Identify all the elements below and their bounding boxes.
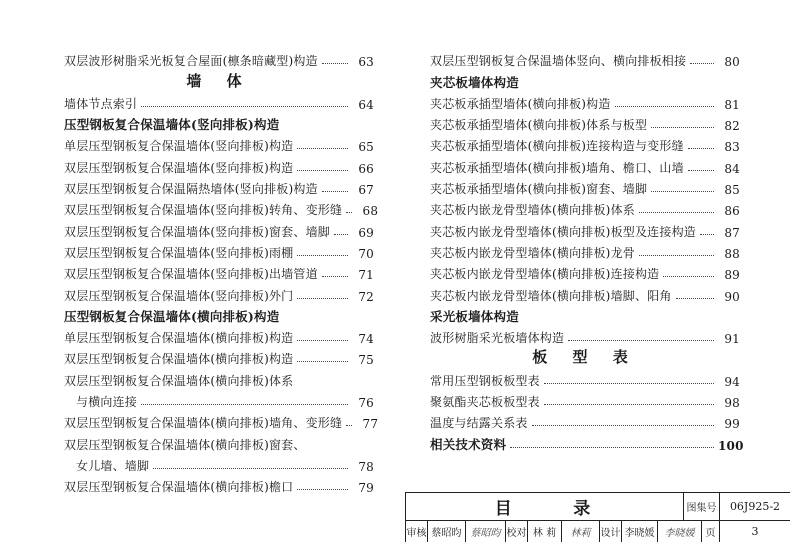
leader-dots [510, 447, 714, 448]
toc-entry-title: 压型钢板复合保温墙体(横向排板)构造 [64, 308, 280, 324]
toc-entry-title: 与横向连接 [76, 395, 138, 410]
toc-entry-title: 聚氨酯夹芯板板型表 [430, 395, 540, 410]
toc-entry-title: 夹芯板承插型墙体(横向排板)体系与板型 [430, 118, 648, 133]
toc-entry [64, 133, 374, 154]
toc-entry-title: 墙体节点索引 [64, 96, 138, 111]
leader-dots [651, 191, 714, 192]
toc-entry [64, 218, 374, 239]
toc-entry [64, 282, 374, 303]
leader-dots [141, 106, 348, 107]
toc-entry [64, 410, 379, 432]
page-number: 3 [751, 525, 759, 538]
toc-entry-title: 温度与结露关系表 [430, 416, 528, 431]
toc-entry [64, 453, 374, 474]
leader-dots [544, 404, 714, 405]
toc-entry-page: 63 [358, 55, 374, 70]
toc-entry [430, 133, 740, 154]
toc-entry-page: 77 [362, 417, 379, 432]
checker-name: 林 莉 [528, 521, 562, 542]
toc-entry-title: 双层压型钢板复合保温墙体(竖向排板)构造 [64, 160, 294, 175]
toc-entry [64, 91, 374, 112]
leader-dots [297, 361, 348, 362]
leader-dots [690, 63, 714, 64]
title-block [405, 492, 790, 542]
toc-entry-title: 单层压型钢板复合保温墙体(竖向排板)构造 [64, 139, 294, 154]
design-label: 设计 [600, 521, 622, 542]
toc-entry [430, 325, 740, 346]
toc-entry [430, 282, 740, 303]
toc-entry-title: 双层压型钢板复合保温墙体(竖向排板)外门 [64, 288, 294, 303]
checker-signature: 林莉 [562, 521, 600, 542]
reviewer-name: 蔡昭昀 [428, 521, 466, 542]
toc-entry-page: 100 [718, 438, 744, 453]
toc-entry [64, 176, 374, 197]
toc-entry [64, 154, 374, 175]
leader-dots [532, 425, 714, 426]
designer-name: 李晓媛 [622, 521, 658, 542]
toc-entry-title: 夹芯板承插型墙体(横向排板)窗套、墙脚 [430, 182, 648, 197]
toc-entry-title: 双层压型钢板复合保温墙体(横向排板)体系 [64, 373, 294, 388]
toc-entry-title: 相关技术资料 [430, 436, 507, 452]
toc-entry-title: 夹芯板内嵌龙骨型墙体(横向排板)体系 [430, 203, 635, 218]
toc-entry [430, 367, 740, 388]
toc-entry-title: 压型钢板复合保温墙体(竖向排板)构造 [64, 117, 280, 133]
toc-entry-page: 87 [724, 225, 740, 240]
toc-entry-page: 79 [358, 481, 374, 496]
toc-entry [64, 431, 374, 452]
toc-entry-page: 65 [358, 140, 374, 155]
toc-entry-title: 采光板墙体构造 [430, 308, 519, 324]
toc-entry-title: 夹芯板内嵌龙骨型墙体(横向排板)连接构造 [430, 267, 660, 282]
leader-dots [346, 425, 352, 426]
leader-dots [688, 148, 714, 149]
toc-entry [64, 48, 374, 69]
toc-entry-page: 70 [358, 246, 374, 261]
designer-signature: 李晓媛 [658, 521, 702, 542]
toc-entry-title: 双层压型钢板复合保温墙体(横向排板)墙角、变形缝 [64, 416, 343, 431]
toc-entry-page: 88 [724, 246, 740, 261]
toc-entry-title: 常用压型钢板板型表 [430, 373, 540, 388]
review-label: 审核 [406, 521, 428, 542]
toc-entry [64, 346, 374, 367]
toc-entry [430, 112, 740, 133]
toc-entry-title: 双层压型钢板复合保温墙体(竖向排板)出墙管道 [64, 267, 318, 282]
toc-entry [64, 240, 374, 261]
reviewer-signature: 蔡昭昀 [466, 521, 506, 542]
toc-entry-page: 83 [724, 140, 740, 155]
toc-entry [430, 410, 740, 431]
leader-dots [141, 404, 348, 405]
atlas-number: 06J925-2 [720, 493, 790, 521]
toc-entry-title: 双层压型钢板复合保温墙体(横向排板)构造 [64, 352, 294, 367]
leader-dots [297, 255, 348, 256]
toc-entry [430, 48, 740, 69]
section-heading [64, 69, 374, 90]
leader-dots [297, 489, 348, 490]
toc-entry-page: 64 [358, 97, 374, 112]
toc-entry [64, 197, 379, 219]
toc-entry [430, 91, 740, 112]
leader-dots [297, 148, 348, 149]
toc-entry-page: 80 [724, 55, 740, 70]
leader-dots [297, 298, 348, 299]
toc-entry [64, 261, 374, 282]
section-heading [430, 346, 740, 367]
leader-dots [639, 255, 714, 256]
toc-entry-title: 单层压型钢板复合保温墙体(横向排板)构造 [64, 331, 294, 346]
leader-dots [615, 106, 714, 107]
toc-entry-title: 双层压型钢板复合保温墙体(竖向排板)雨棚 [64, 245, 294, 260]
toc-entry-page: 94 [724, 374, 740, 389]
toc-entry-page: 82 [724, 119, 740, 134]
check-label: 校对 [506, 521, 528, 542]
toc-entry [430, 197, 740, 218]
toc-entry-title: 夹芯板内嵌龙骨型墙体(横向排板)龙骨 [430, 245, 635, 260]
leader-dots [700, 234, 714, 235]
toc-entry-page: 71 [358, 268, 374, 283]
leader-dots [322, 191, 348, 192]
title-char-1: 目 [494, 499, 516, 519]
leader-dots [346, 212, 352, 213]
toc-entry [64, 474, 374, 495]
subsection-heading [64, 112, 374, 133]
leader-dots [639, 212, 714, 213]
toc-entry-title: 波形树脂采光板墙体构造 [430, 331, 565, 346]
toc-entry-title: 双层压型钢板复合保温墙体(横向排板)窗套、 [64, 437, 306, 452]
toc-entry [430, 261, 740, 282]
toc-entry-title: 双层压型钢板复合保温隔热墙体(竖向排板)构造 [64, 182, 318, 197]
toc-entry-page: 68 [362, 204, 379, 219]
atlas-label: 图集号 [684, 493, 720, 521]
toc-entry [430, 176, 740, 197]
toc-entry-page: 72 [358, 289, 374, 304]
toc-entry-title: 夹芯板承插型墙体(横向排板)连接构造与变形缝 [430, 139, 684, 154]
toc-entry-page: 75 [358, 353, 374, 368]
subsection-heading [430, 69, 740, 90]
leader-dots [297, 170, 348, 171]
leader-dots [297, 340, 348, 341]
leader-dots [688, 170, 714, 171]
toc-entry-title: 双层压型钢板复合保温墙体竖向、横向排板相接 [430, 54, 687, 69]
leader-dots [334, 234, 348, 235]
toc-entry [64, 389, 374, 410]
toc-entry-page: 85 [724, 183, 740, 198]
toc-entry-title: 夹芯板墙体构造 [430, 74, 519, 90]
toc-entry-page: 84 [724, 161, 740, 176]
toc-entry [64, 367, 374, 388]
toc-entry-title: 双层压型钢板复合保温墙体(竖向排板)转角、变形缝 [64, 203, 343, 218]
toc-entry [430, 389, 740, 410]
leader-dots [676, 298, 714, 299]
toc-entry-page: 98 [724, 396, 740, 411]
toc-entry-title: 夹芯板承插型墙体(横向排板)墙角、檐口、山墙 [430, 160, 684, 175]
toc-entry [430, 240, 740, 261]
toc-entry-page: 67 [358, 183, 374, 198]
toc-entry-page: 86 [724, 204, 740, 219]
toc-entry-title: 板 型 表 [532, 348, 638, 367]
title-char-2: 录 [573, 499, 595, 519]
toc-entry-title: 双层压型钢板复合保温墙体(竖向排板)窗套、墙脚 [64, 224, 330, 239]
toc-entry [430, 218, 740, 239]
toc-entry-title: 夹芯板承插型墙体(横向排板)构造 [430, 96, 611, 111]
leader-dots [322, 63, 348, 64]
toc-entry-page: 69 [358, 225, 374, 240]
toc-entry-page: 78 [358, 459, 374, 474]
toc-entry-title: 女儿墙、墙脚 [76, 458, 150, 473]
toc-entry-page: 99 [724, 417, 740, 432]
toc-entry-page: 81 [724, 97, 740, 112]
leader-dots [663, 276, 714, 277]
subsection-heading [64, 304, 374, 325]
toc-entry [430, 154, 740, 175]
page-label: 页 [702, 521, 720, 542]
toc-left-column [64, 48, 379, 496]
toc-right-column [430, 48, 744, 453]
toc-entry-page: 91 [724, 332, 740, 347]
leader-dots [568, 340, 714, 341]
toc-entry-title: 夹芯板内嵌龙骨型墙体(横向排板)板型及连接构造 [430, 224, 696, 239]
toc-entry-page: 66 [358, 161, 374, 176]
title-block-title [406, 493, 684, 521]
toc-entry [64, 325, 374, 346]
toc-entry-title: 双层压型钢板复合保温墙体(横向排板)檐口 [64, 480, 294, 495]
toc-entry-title: 夹芯板内嵌龙骨型墙体(横向排板)墙脚、阳角 [430, 288, 672, 303]
toc-entry-page: 74 [358, 332, 374, 347]
toc-entry-page: 90 [724, 289, 740, 304]
toc-entry-title: 墙 体 [186, 71, 252, 90]
subsection-heading [430, 304, 740, 325]
leader-dots [153, 468, 348, 469]
subsection-heading [430, 431, 744, 453]
toc-entry-page: 76 [358, 396, 374, 411]
toc-entry-page: 89 [724, 268, 740, 283]
toc-entry-title: 双层波形树脂采光板复合屋面(檩条暗藏型)构造 [64, 54, 318, 69]
leader-dots [322, 276, 348, 277]
leader-dots [651, 127, 714, 128]
leader-dots [544, 383, 714, 384]
